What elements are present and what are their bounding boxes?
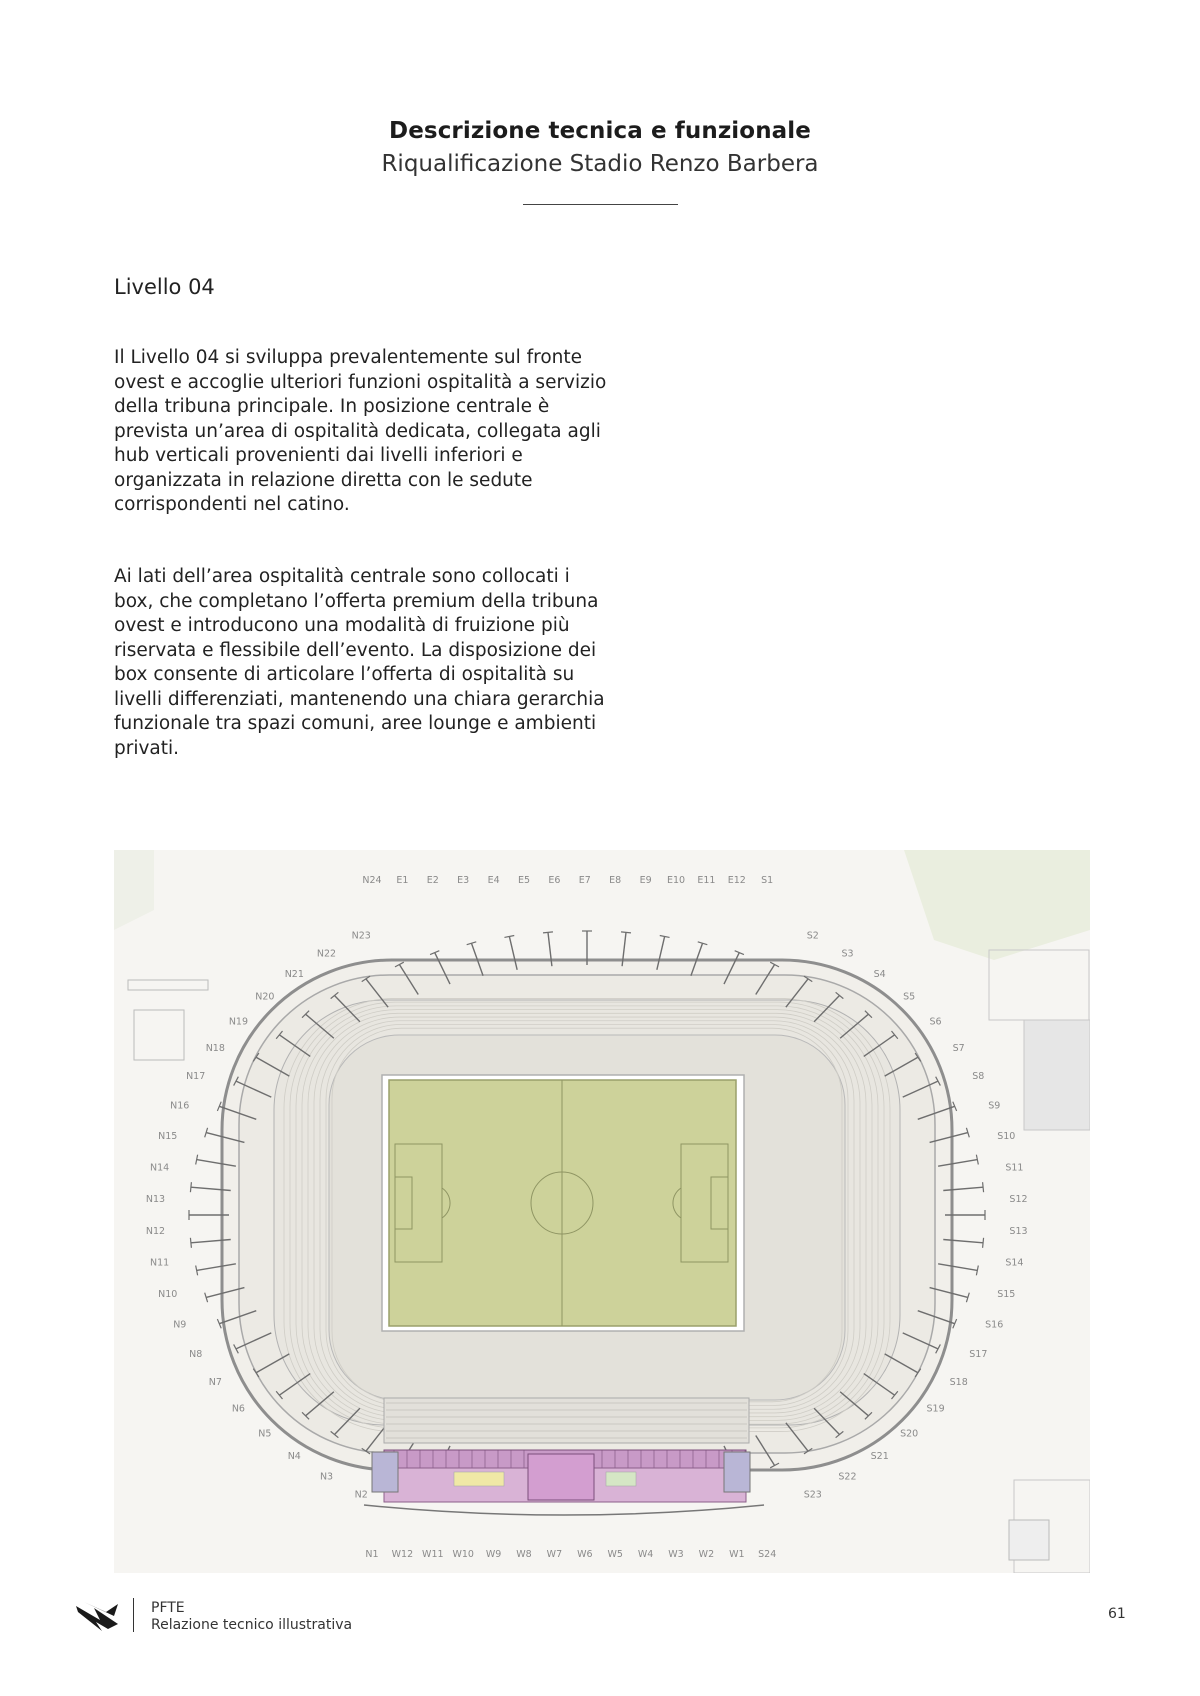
- building-outline: [1009, 1520, 1049, 1560]
- gate-label-top: E9: [639, 875, 652, 886]
- gate-label-right: S13: [1009, 1225, 1028, 1237]
- building-outline: [1024, 1020, 1090, 1130]
- gate-label-bottom: W1: [729, 1549, 745, 1560]
- gate-label-left: N9: [173, 1319, 187, 1331]
- page-subtitle: Riqualificazione Stadio Renzo Barbera: [381, 151, 819, 177]
- building-outline: [134, 1010, 184, 1060]
- gate-label-right: S21: [870, 1451, 889, 1463]
- page-number: 61: [1108, 1606, 1126, 1622]
- paragraph-1: Il Livello 04 si sviluppa prevalentemente sul fronte ovest e accoglie ulteriori funzioni ospitalità a servizio della tribuna principale. In posizione centrale è prevista un’area di ospitalità dedicata, collegata agli hub verticali provenienti dai livelli inferiori e organizzata in relazione diretta con le sedute corrispondenti nel catino.: [114, 347, 607, 515]
- support-cap: [983, 1238, 984, 1248]
- gate-label-right: S5: [903, 991, 916, 1003]
- gate-label-bottom: W4: [637, 1549, 654, 1560]
- support-cap: [543, 932, 553, 933]
- gate-label-right: S14: [1005, 1257, 1024, 1269]
- surrounding-green-area: [904, 850, 1090, 960]
- gate-label-bottom: W8: [516, 1549, 532, 1560]
- gate-label-right: S8: [972, 1071, 985, 1083]
- gate-label-right: S7: [952, 1042, 965, 1054]
- gate-label-bottom: W3: [668, 1549, 684, 1560]
- footer-doc-title: PFTE: [151, 1600, 185, 1616]
- gate-label-left: N16: [170, 1100, 190, 1112]
- gate-label-right: S15: [997, 1288, 1016, 1300]
- gate-label-left: N11: [149, 1257, 170, 1269]
- gate-label-top: E7: [578, 875, 591, 886]
- gate-label-top: E10: [666, 875, 686, 886]
- gate-label-left: N12: [145, 1225, 166, 1237]
- gate-label-top: N24: [362, 875, 382, 886]
- page-title: Descrizione tecnica e funzionale: [389, 118, 811, 144]
- facade-line: [364, 1505, 764, 1515]
- gate-label-top: E6: [548, 875, 561, 886]
- footer-document-info: [151, 1600, 352, 1634]
- gate-label-top: S1: [761, 875, 774, 886]
- gate-label-left: N8: [189, 1348, 203, 1360]
- gate-label-right: S6: [929, 1016, 942, 1028]
- gate-label-bottom: W6: [577, 1549, 593, 1560]
- gate-label-left: N15: [158, 1131, 178, 1143]
- service-room: [454, 1472, 504, 1486]
- gate-label-left: N18: [205, 1042, 225, 1054]
- gate-label-left: N23: [351, 930, 371, 942]
- gate-label-bottom: S24: [758, 1549, 777, 1560]
- gate-label-right: S4: [873, 968, 886, 980]
- gate-label-left: N19: [228, 1016, 249, 1028]
- gate-label-top: E12: [727, 875, 746, 886]
- gate-label-top: E8: [609, 875, 622, 886]
- gate-label-right: S2: [806, 930, 819, 942]
- gate-label-right: S23: [803, 1489, 822, 1501]
- central-lounge: [528, 1454, 594, 1500]
- vertical-hub-left: [372, 1452, 398, 1492]
- gate-label-left: N13: [145, 1194, 166, 1206]
- support-cap: [190, 1238, 191, 1248]
- service-room: [606, 1472, 636, 1486]
- gate-label-top: E2: [426, 875, 439, 886]
- gate-label-top: E11: [697, 875, 716, 886]
- gate-label-top: E3: [457, 875, 470, 886]
- gate-label-bottom: W2: [698, 1549, 715, 1560]
- gate-label-top: E5: [517, 875, 531, 886]
- support-cap: [983, 1182, 984, 1192]
- gate-label-right: S17: [969, 1348, 988, 1360]
- gate-label-right: S22: [838, 1471, 857, 1483]
- vertical-hub-right: [724, 1452, 750, 1492]
- paragraph-2: Ai lati dell’area ospitalità centrale sono collocati i box, che completano l’offerta premium della tribuna ovest e introducono una modalità di fruizione più riservata e flessibile dell’evento. La disposizione dei box consente di articolare l’offerta di ospitalità su livelli differenziati, mantenendo una chiara gerarchia funzionale tra spazi comuni, aree lounge e ambienti privati.: [114, 566, 605, 759]
- gate-label-left: N22: [316, 948, 337, 960]
- gate-label-bottom: N1: [365, 1549, 379, 1560]
- footer-doc-subtitle: Relazione tecnico illustrativa: [151, 1617, 353, 1633]
- gate-label-left: N14: [149, 1162, 170, 1174]
- eagle-logo-icon: [74, 1598, 124, 1632]
- gate-label-top: E4: [487, 875, 500, 886]
- gate-label-right: S18: [949, 1377, 968, 1389]
- gate-label-right: S12: [1009, 1194, 1028, 1206]
- gate-label-right: S3: [841, 948, 854, 960]
- page-header: [0, 118, 1200, 177]
- gate-label-top: E1: [396, 875, 409, 886]
- gate-label-left: N2: [354, 1489, 368, 1501]
- gate-label-right: S20: [900, 1428, 919, 1440]
- gate-label-right: S10: [997, 1131, 1016, 1143]
- gate-label-bottom: W12: [391, 1549, 414, 1560]
- section-title: Livello 04: [114, 275, 215, 299]
- gate-label-left: N21: [284, 968, 304, 980]
- header-divider: [523, 204, 678, 205]
- surrounding-green-area: [114, 850, 154, 930]
- gate-label-left: N3: [319, 1471, 334, 1483]
- gate-label-left: N20: [255, 991, 275, 1003]
- gate-label-bottom: W7: [546, 1549, 563, 1560]
- footer-separator: [133, 1598, 134, 1632]
- gate-label-bottom: W11: [422, 1549, 444, 1560]
- support-cap: [621, 932, 631, 933]
- building-outline: [128, 980, 208, 990]
- gate-label-left: N5: [258, 1428, 272, 1440]
- gate-label-bottom: W5: [607, 1549, 623, 1560]
- gate-label-bottom: W9: [485, 1549, 502, 1560]
- gate-label-right: S19: [926, 1403, 945, 1415]
- gate-label-right: S9: [988, 1100, 1001, 1112]
- gate-label-left: N4: [287, 1451, 301, 1463]
- gate-label-left: N17: [186, 1071, 206, 1083]
- gate-label-bottom: W10: [452, 1549, 474, 1560]
- gate-label-left: N6: [231, 1403, 245, 1415]
- gate-label-left: N7: [208, 1377, 222, 1389]
- gate-label-left: N10: [158, 1288, 178, 1300]
- gate-label-right: S11: [1005, 1162, 1024, 1174]
- stadium-floor-plan: [114, 850, 1090, 1573]
- support-cap: [190, 1182, 191, 1192]
- building-outline: [989, 950, 1089, 1020]
- west-tribune: [384, 1398, 749, 1443]
- gate-label-right: S16: [985, 1319, 1004, 1331]
